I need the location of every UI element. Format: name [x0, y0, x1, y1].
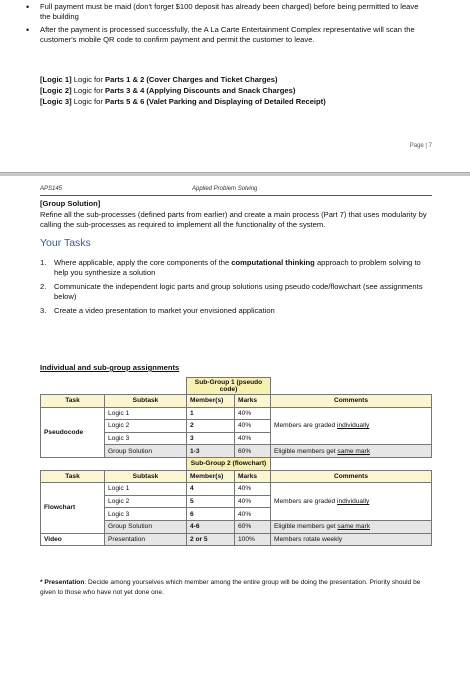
col-header-marks: Marks: [235, 470, 271, 483]
table-row: [41, 483, 432, 496]
table-row: [41, 533, 432, 546]
bullet-dot-icon: •: [26, 2, 30, 12]
subtask-cell: Presentation: [105, 533, 187, 546]
bullet-dot-icon: •: [26, 25, 30, 35]
subtask-cell: Logic 3: [105, 508, 187, 521]
subtask-cell: Group Solution: [105, 445, 187, 458]
task-item: 2. Communicate the independent logic parts and group solutions using pseudo code/flowchart (see assignments below): [40, 282, 423, 302]
task-item: 3. Create a video presentation to market your envisioned application: [40, 306, 275, 315]
task-cell: Video: [41, 533, 105, 546]
col-header-comments: Comments: [271, 470, 432, 483]
members-cell: 4-6: [187, 520, 235, 533]
subgroup-title: Sub-Group 1 (pseudo code): [187, 378, 271, 395]
header-course: APS145: [40, 186, 63, 192]
marks-cell: 60%: [235, 520, 271, 533]
comment-cell: Members are graded individually: [271, 407, 432, 445]
comment-cell: Members rotate weekly: [271, 533, 432, 546]
members-cell: 3: [187, 432, 235, 445]
marks-cell: 60%: [235, 445, 271, 458]
col-header-subtask: Subtask: [105, 395, 187, 408]
col-header-task: Task: [41, 395, 105, 408]
subtask-cell: Logic 1: [105, 483, 187, 496]
subtask-cell: Logic 1: [105, 407, 187, 420]
members-cell: 2: [187, 420, 235, 433]
comment-cell: Eligible members get same mark: [271, 520, 432, 533]
page-number: Page | 7: [409, 143, 432, 149]
group-solution-heading: [Group Solution]: [40, 199, 101, 208]
marks-cell: 40%: [235, 508, 271, 521]
table-row: [41, 407, 432, 420]
subtask-cell: Group Solution: [105, 520, 187, 533]
members-cell: 2 or 5: [187, 533, 235, 546]
bullet-item: • Full payment must be maid (don't forget $100 deposit has already been charged) before being permitted to leave the building: [26, 2, 419, 22]
table-header-row: [41, 470, 432, 483]
marks-cell: 100%: [235, 533, 271, 546]
members-cell: 1: [187, 407, 235, 420]
subtask-cell: Logic 3: [105, 432, 187, 445]
subtask-cell: Logic 2: [105, 420, 187, 433]
members-cell: 6: [187, 508, 235, 521]
task-cell: Pseudocode: [41, 407, 105, 457]
your-tasks-heading: Your Tasks: [40, 237, 91, 249]
task-cell: Flowchart: [41, 483, 105, 533]
marks-cell: 40%: [235, 407, 271, 420]
logic-line: [Logic 3] Logic for Parts 5 & 6 (Valet Parking and Displaying of Detailed Receipt): [40, 97, 326, 106]
logic-line: [Logic 2] Logic for Parts 3 & 4 (Applying Discounts and Snack Charges): [40, 86, 296, 95]
assignments-table: [40, 377, 432, 546]
subgroup-title-row: [41, 457, 432, 470]
comment-cell: Members are graded individually: [271, 483, 432, 521]
group-solution-text: Refine all the sub-processes (defined parts from earlier) and create a main process (Part 7) that uses modularity by calling the sub-processes as required to implement all the functionality of the system.: [40, 210, 427, 230]
marks-cell: 40%: [235, 432, 271, 445]
page-separator: [0, 172, 470, 176]
header-title: Applied Problem Solving: [192, 186, 258, 192]
subgroup-title-row: [41, 378, 432, 395]
members-cell: 5: [187, 495, 235, 508]
assignments-heading: Individual and sub-group assignments: [40, 363, 180, 372]
bullet-item: • After the payment is processed successfully, the A La Carte Entertainment Complex representative will scan the customer's mobile QR code to confirm payment and permit the customer to leave.: [26, 25, 415, 45]
table-header-row: [41, 395, 432, 408]
marks-cell: 40%: [235, 420, 271, 433]
col-header-marks: Marks: [235, 395, 271, 408]
comment-cell: Eligible members get same mark: [271, 445, 432, 458]
col-header-subtask: Subtask: [105, 470, 187, 483]
marks-cell: 40%: [235, 483, 271, 496]
logic-line: [Logic 1] Logic for Parts 1 & 2 (Cover Charges and Ticket Charges): [40, 75, 278, 84]
col-header-comments: Comments: [271, 395, 432, 408]
col-header-members: Member(s): [187, 470, 235, 483]
members-cell: 4: [187, 483, 235, 496]
members-cell: 1-3: [187, 445, 235, 458]
subgroup-title: Sub-Group 2 (flowchart): [187, 457, 271, 470]
marks-cell: 40%: [235, 495, 271, 508]
col-header-task: Task: [41, 470, 105, 483]
task-item: 1. Where applicable, apply the core components of the computational thinking approach to problem solving to help you synthesize a solution: [40, 258, 421, 278]
col-header-members: Member(s): [187, 395, 235, 408]
subtask-cell: Logic 2: [105, 495, 187, 508]
header-rule: [40, 195, 432, 196]
presentation-note: * Presentation: Decide among yourselves which member among the entire group will be doing the presentation. Priority should be given to those who have not yet done one.: [40, 579, 421, 596]
